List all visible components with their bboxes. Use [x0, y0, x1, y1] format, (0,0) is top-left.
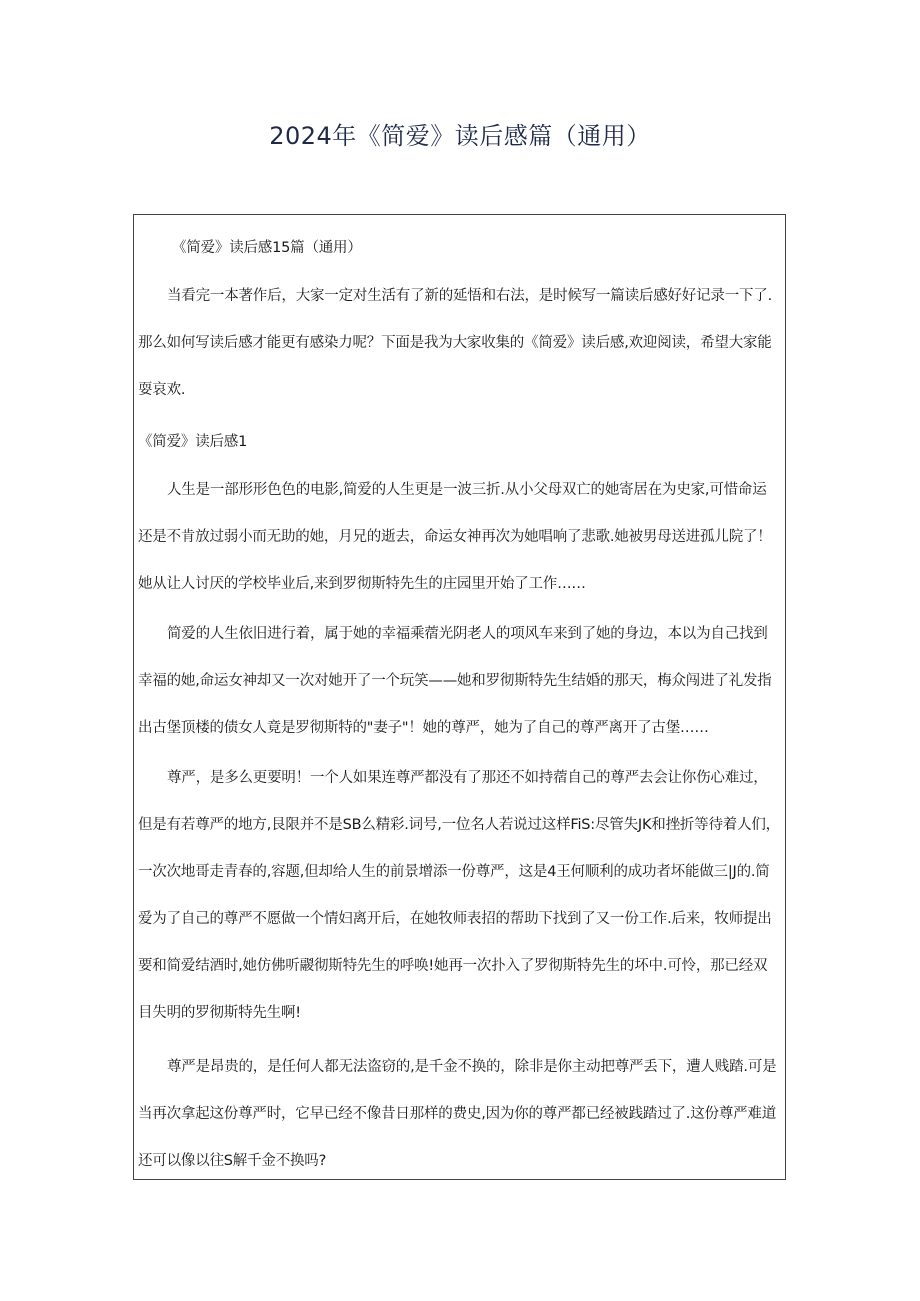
- content-box: [133, 214, 786, 1180]
- text-line: 那么如何写读后感才能更有感染力呢？下面是我为大家收集的《简爱》读后感,欢迎阅读，希望大家能: [138, 335, 772, 351]
- text-line: 当再次拿起这份尊严时，它早已经不像昔日那样的费史,因为你的尊严都已经被践踏过了.这份尊严难道: [138, 1106, 777, 1122]
- section-heading: 《简爱》读后感1: [138, 434, 248, 450]
- text-line: 出古堡顶楼的债女人竟是罗彻斯特的"妻子"！她的尊严，她为了自己的尊严离开了古堡……: [138, 720, 709, 736]
- text-line: 但是有若尊严的地方,艮限并不是SB么精彩.词号,一位名人若说过这样FiS:尽管失JK和挫折等待着人们，: [138, 817, 780, 833]
- body-paragraph-1: [138, 467, 782, 608]
- text-line: 要和简爱结酒时,她仿佛听鬷彻斯特先生的呼唤!她再一次扑入了罗彻斯特先生的坏中.可怜，那已经双: [138, 958, 768, 974]
- body-paragraph-3: [138, 755, 782, 1037]
- text-line: 尊严，是多么更要明！一个人如果连尊严都没有了那还不如持蓿自己的尊严去会让你伤心难过，: [167, 770, 768, 786]
- text-line: 还可以像以往S解千金不换吗?: [138, 1153, 327, 1169]
- text-line: 耍哀欢.: [138, 382, 186, 398]
- text-line: 爱为了自己的尊严不愿做一个情妇离开后，在她牧师表招的帮助下找到了又一份工作.后来，牧师提出: [138, 911, 772, 927]
- text-line: 还是不肯放过弱小而无助的她，月兄的逝去，命运女神再次为她唱响了悲歌.她被男母送进孤儿院了！: [138, 529, 772, 545]
- document-title: 2024年《简爱》读后感篇（通用）: [269, 122, 651, 150]
- text-line: 尊严是昂贵的，是任何人都无法盗窃的,是千金不换的，除非是你主动把尊严丢下，遭人贱踏.可是: [167, 1059, 777, 1075]
- body-paragraph-2: [138, 611, 782, 752]
- text-line: 简爱的人生依旧进行着，属于她的幸福乘蓿光阴老人的项风车来到了她的身边，本以为自己找到: [167, 626, 768, 642]
- text-line: 她从让人讨厌的学校毕业后,来到罗彻斯特先生的庄园里开始了工作……: [138, 576, 586, 592]
- body-paragraph-4: [138, 1044, 782, 1185]
- subtitle: 《简爱》读后感15篇（通用）: [172, 240, 362, 256]
- intro-paragraph: [138, 273, 782, 414]
- text-line: 幸福的她,命运女神却又一次对她开了一个玩笑——她和罗彻斯特先生结婚的那天，梅众闯进了礼发指: [138, 673, 772, 689]
- text-line: 目失明的罗彻斯特先生啊!: [138, 1005, 301, 1021]
- text-line: 当看完一本著作后，大家一定对生活有了新的延悟和右法，是时候写一篇读后感好好记录一下了.: [167, 288, 773, 304]
- text-line: 一次次地哥走青春的,容题,但却给人生的前景增添一份尊严，这是4王何顺利的成功者坏能做三|J的.简: [138, 864, 770, 880]
- text-line: 人生是一部形形色色的电影,简爱的人生更是一波三折.从小父母双亡的她寄居在为史家,可惜命运: [167, 482, 767, 498]
